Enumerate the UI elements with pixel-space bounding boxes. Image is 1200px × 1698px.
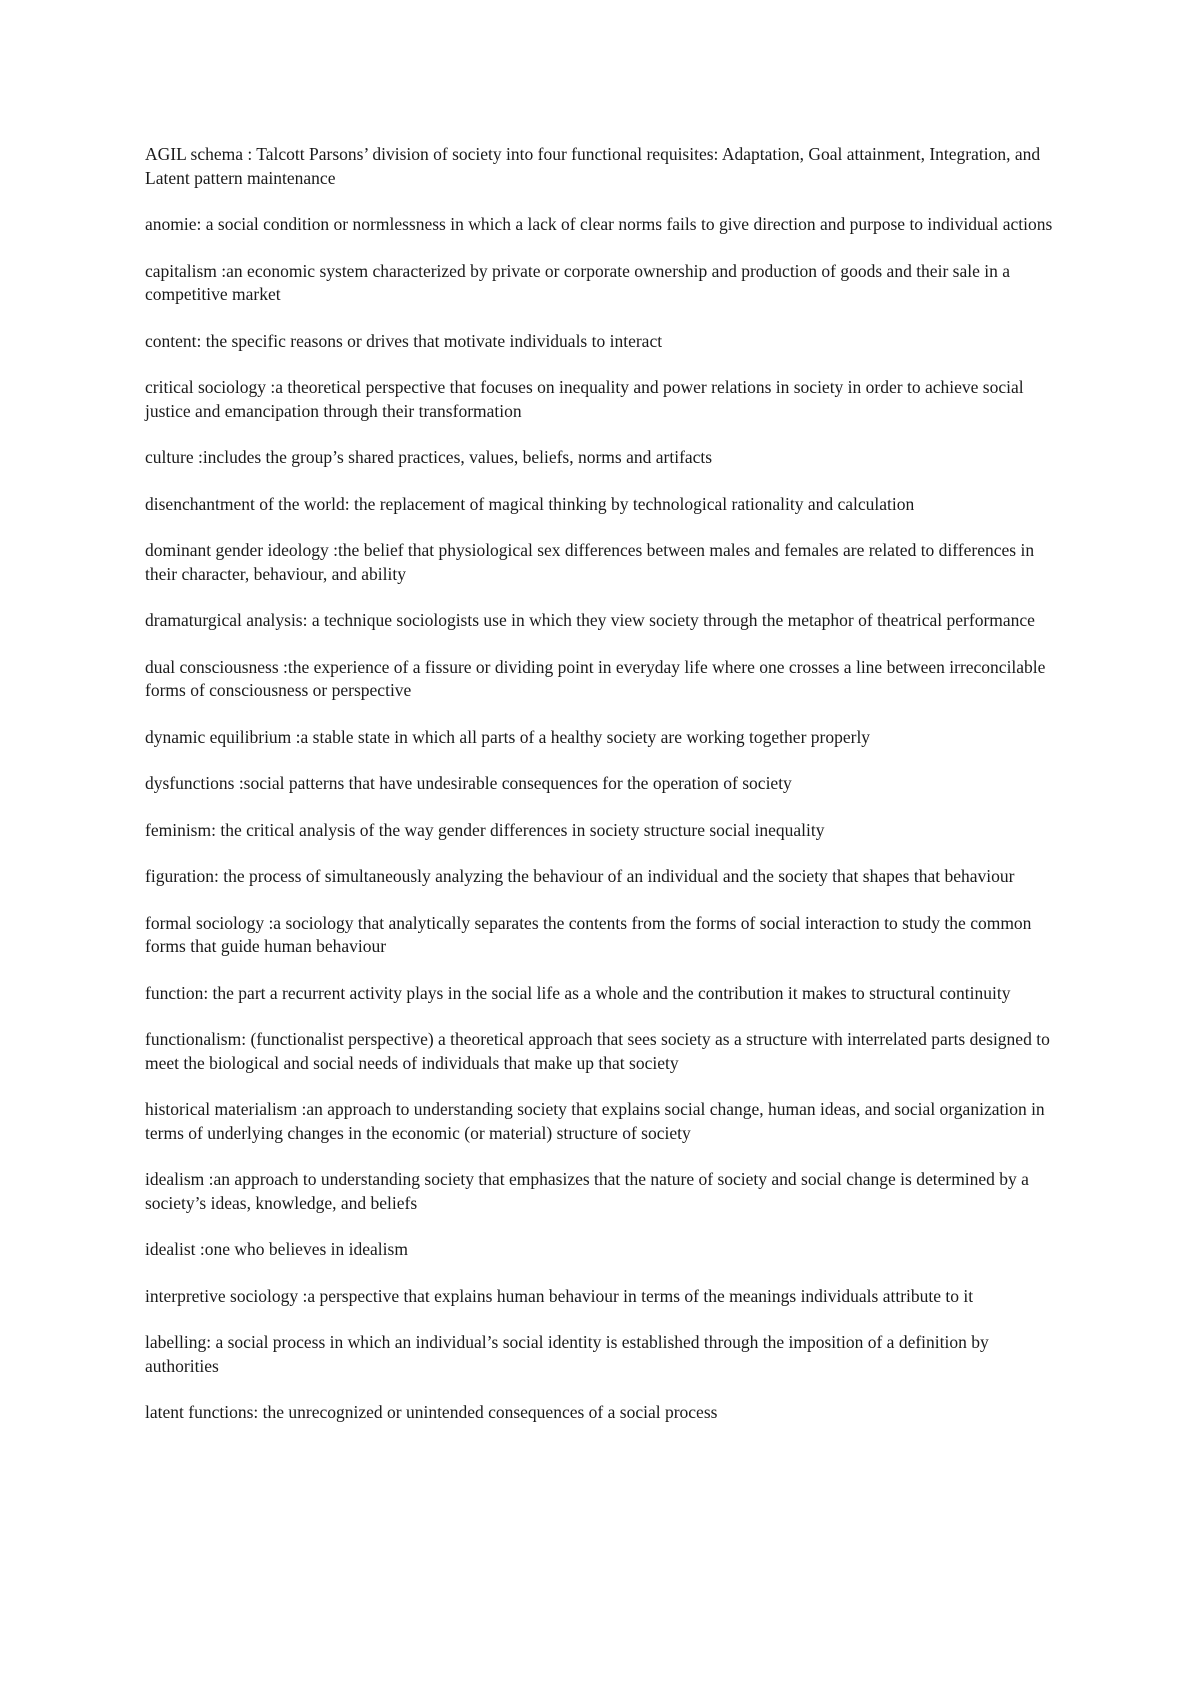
glossary-entry-critical-sociology: critical sociology :a theoretical perspective that focuses on inequality and power relations in society in order to achieve social justice and emancipation through their transformation: [145, 377, 1024, 421]
glossary-entry-dual-consciousness: dual consciousness :the experience of a fissure or dividing point in everyday life where one crosses a line between irreconcilable forms of consciousness or perspective: [145, 656, 1046, 700]
glossary-entry-culture: culture :includes the group’s shared practices, values, beliefs, norms and artifacts: [145, 447, 713, 467]
glossary-entry-dysfunctions: dysfunctions :social patterns that have undesirable consequences for the operation of society: [145, 773, 792, 793]
glossary-entry-disenchantment: disenchantment of the world: the replacement of magical thinking by technological rationality and calculation: [145, 493, 915, 514]
glossary-entry-dramaturgical-analysis: dramaturgical analysis: a technique sociologists use in which they view society through the metaphor of theatrical performance: [145, 610, 1035, 630]
glossary-entry-figuration: figuration: the process of simultaneously analyzing the behaviour of an individual and the society that shapes that behaviour: [145, 866, 1015, 886]
document-page: [145, 143, 1065, 1448]
glossary-entry-idealist: idealist :one who believes in idealism: [145, 1239, 408, 1259]
glossary-entry-dominant-gender-ideology: dominant gender ideology :the belief that physiological sex differences between males and females are related to differences in their character, behaviour, and ability: [145, 540, 1035, 584]
glossary-entry-agil-schema: AGIL schema : Talcott Parsons’ division of society into four functional requisites: Adaptation, Goal attainment, Integration, and Latent pattern maintenance: [145, 144, 1041, 188]
glossary-entry-function: function: the part a recurrent activity plays in the social life as a whole and the contribution it makes to structural continuity: [145, 982, 1011, 1003]
glossary-entry-formal-sociology: formal sociology :a sociology that analytically separates the contents from the forms of social interaction to study the common forms that guide human behaviour: [145, 912, 1032, 956]
glossary-entry-idealism: idealism :an approach to understanding society that emphasizes that the nature of society and social change is determined by a society’s ideas, knowledge, and beliefs: [145, 1169, 1029, 1213]
glossary-entry-labelling: labelling: a social process in which an individual’s social identity is established through the imposition of a definition by authorities: [145, 1332, 989, 1376]
glossary-entry-historical-materialism: historical materialism :an approach to understanding society that explains social change, human ideas, and social organization in terms of underlying changes in the economic (or material) structure of society: [145, 1099, 1045, 1143]
glossary-entry-functionalism: functionalism: (functionalist perspective) a theoretical approach that sees society as a structure with interrelated parts designed to meet the biological and social needs of individuals that make up that society: [145, 1029, 1050, 1073]
glossary-entry-capitalism: capitalism :an economic system characterized by private or corporate ownership and production of goods and their sale in a competitive market: [145, 260, 1010, 304]
glossary-entry-dynamic-equilibrium: dynamic equilibrium :a stable state in which all parts of a healthy society are working together properly: [145, 726, 871, 747]
glossary-entry-interpretive-sociology: interpretive sociology :a perspective that explains human behaviour in terms of the meanings individuals attribute to it: [145, 1285, 974, 1306]
glossary-entry-latent-functions: latent functions: the unrecognized or unintended consequences of a social process: [145, 1402, 718, 1422]
glossary-entry-anomie: anomie: a social condition or normlessness in which a lack of clear norms fails to give direction and purpose to individual actions: [145, 214, 1053, 234]
glossary-entry-feminism: feminism: the critical analysis of the way gender differences in society structure social inequality: [145, 819, 825, 840]
glossary-entry-content: content: the specific reasons or drives that motivate individuals to interact: [145, 330, 663, 351]
